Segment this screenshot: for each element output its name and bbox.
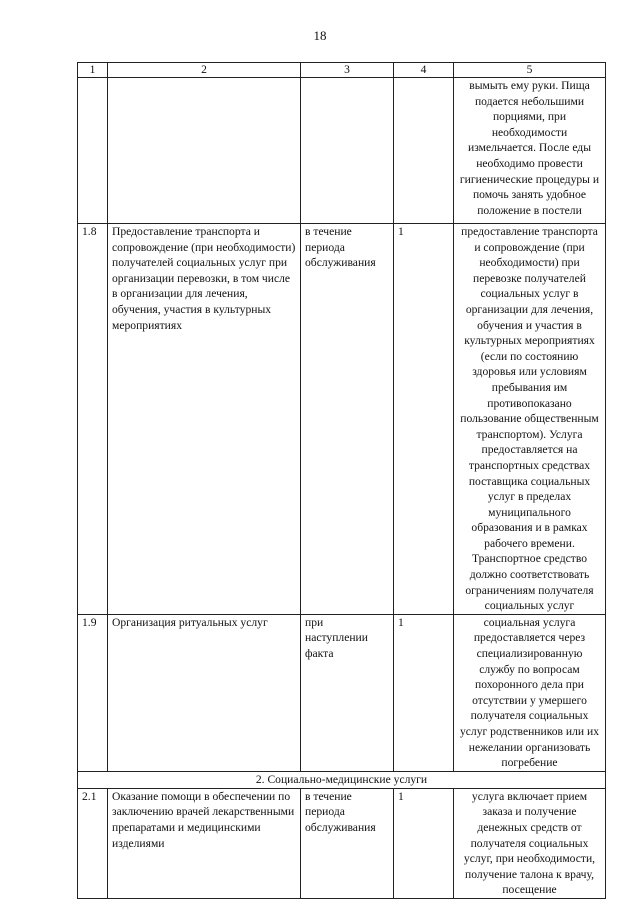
header-col-2: 2 <box>108 63 301 78</box>
service-name: Предоставление транспорта и сопровождение (при необходимости) получателей социальных услуг при организации перевозки, в том числе в организации для лечения, обучения, участия в культурных мероприятиях <box>108 224 301 615</box>
service-term <box>301 78 394 224</box>
row-number <box>78 78 108 224</box>
row-number: 1.9 <box>78 614 108 771</box>
service-term: в течение периода обслуживания <box>301 788 394 898</box>
row-number: 1.8 <box>78 224 108 615</box>
service-quantity: 1 <box>394 224 454 615</box>
page-number: 18 <box>313 28 327 43</box>
service-description: социальная услуга предоставляется через специализированную службу по вопросам похоронного дела при отсутствии у умершего получателя социальных услуг родственников или их нежелании организовать погребение <box>454 614 606 771</box>
header-col-4: 4 <box>394 63 454 78</box>
service-quantity: 1 <box>394 788 454 898</box>
service-description: вымыть ему руки. Пища подается небольшими порциями, при необходимости измельчается. После еды необходимо провести гигиенические процедуры и помочь занять удобное положение в постели <box>454 78 606 224</box>
service-quantity: 1 <box>394 614 454 771</box>
service-quantity <box>394 78 454 224</box>
service-name <box>108 78 301 224</box>
services-table <box>77 62 606 899</box>
service-name: Оказание помощи в обеспечении по заключению врачей лекарственными препаратами и медицинскими изделиями <box>108 788 301 898</box>
service-description: услуга включает прием заказа и получение денежных средств от получателя социальных услуг, при необходимости, получение талона к врачу, посещение <box>454 788 606 898</box>
table-row <box>78 614 606 771</box>
service-description: предоставление транспорта и сопровождение (при необходимости) при перевозке получателей социальных услуг в организации для лечения, обучения и участия в культурных мероприятиях (если по состоянию здоровья или условиям пребывания им противопоказано пользование общественным транспортом). Услуга предоставляется на транспортных средствах поставщика социальных услуг в пределах муниципального образования и в рамках рабочего времени. Транспортное средство должно соответствовать ограничениям получателя социальных услуг <box>454 224 606 615</box>
service-term: в течение периода обслуживания <box>301 224 394 615</box>
service-name: Организация ритуальных услуг <box>108 614 301 771</box>
table-row <box>78 224 606 615</box>
header-col-3: 3 <box>301 63 394 78</box>
row-number: 2.1 <box>78 788 108 898</box>
table-header-row <box>78 63 606 78</box>
section-row <box>78 771 606 788</box>
header-col-1: 1 <box>78 63 108 78</box>
table-row <box>78 788 606 898</box>
service-term: при наступлении факта <box>301 614 394 771</box>
section-title: 2. Социально-медицинские услуги <box>78 771 606 788</box>
header-col-5: 5 <box>454 63 606 78</box>
table-row <box>78 78 606 224</box>
